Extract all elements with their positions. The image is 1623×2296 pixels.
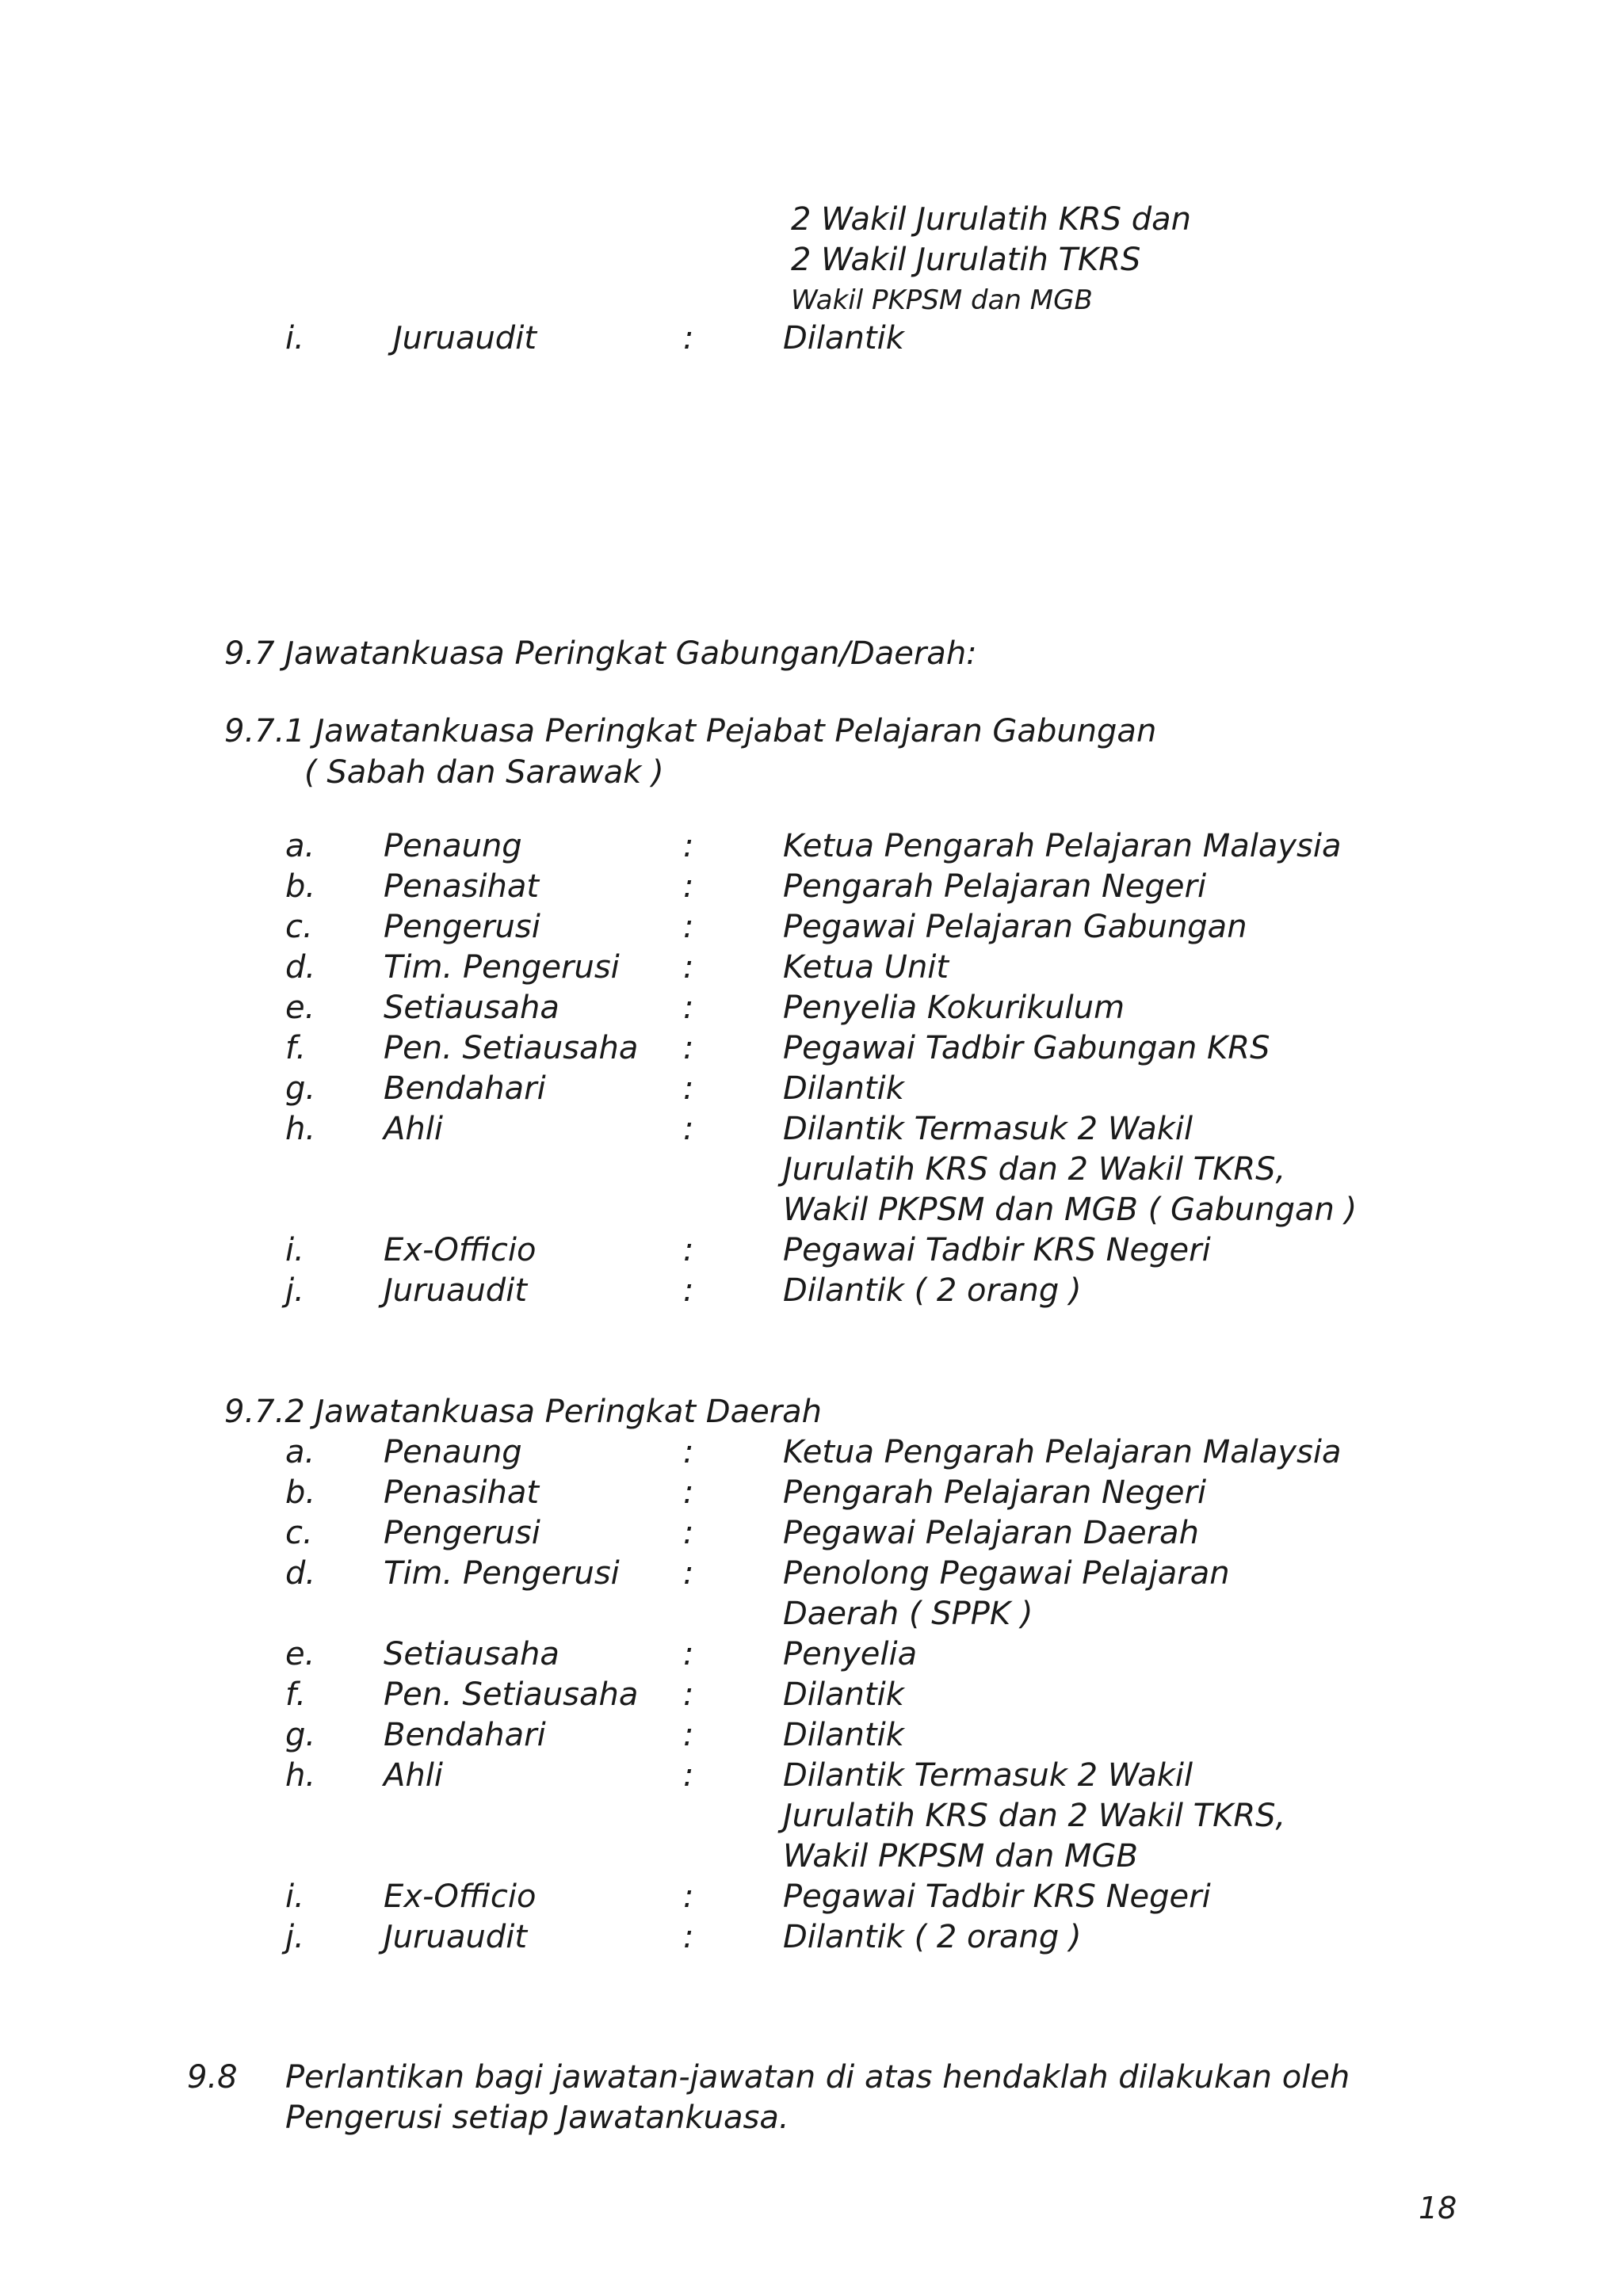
row-label: Ahli (384, 1111, 443, 1147)
committee-row (0, 1271, 1623, 1311)
row-label: Pen. Setiausaha (384, 1030, 639, 1066)
row-value: Pegawai Pelajaran Gabungan (783, 909, 1247, 945)
row-label: Pengerusi (384, 909, 540, 945)
row-value: Dilantik (783, 320, 904, 357)
row-label: Ex-Officio (384, 1232, 537, 1268)
committee-row (0, 1473, 1623, 1513)
committee-row (0, 1150, 1623, 1190)
continuation-line-1: 2 Wakil Jurulatih KRS dan (791, 201, 1191, 238)
row-value: Penyelia Kokurikulum (783, 990, 1125, 1026)
row-colon: : (683, 828, 694, 864)
row-letter: i. (285, 1878, 304, 1915)
row-value: Dilantik (783, 1070, 904, 1107)
row-value: Pegawai Pelajaran Daerah (783, 1515, 1199, 1551)
row-letter: j. (285, 1272, 304, 1309)
row-colon: : (683, 1070, 694, 1107)
committee-row (0, 1432, 1623, 1473)
committee-row (0, 988, 1623, 1028)
row-colon: : (683, 949, 694, 986)
section-9-7-2-heading: 9.7.2 Jawatankuasa Peringkat Daerah (224, 1394, 823, 1430)
committee-row (0, 1756, 1623, 1796)
row-label: Bendahari (384, 1070, 546, 1107)
row-value: Wakil PKPSM dan MGB ( Gabungan ) (783, 1192, 1358, 1228)
committee-row (0, 1230, 1623, 1271)
section-9-8-line-1: Perlantikan bagi jawatan-jawatan di atas hendaklah dilakukan oleh (285, 2059, 1350, 2096)
row-colon: : (683, 909, 694, 945)
committee-row (0, 948, 1623, 988)
row-value: Jurulatih KRS dan 2 Wakil TKRS, (783, 1151, 1286, 1188)
row-colon: : (683, 1717, 694, 1753)
row-value: Pegawai Tadbir Gabungan KRS (783, 1030, 1270, 1066)
committee-row (0, 1069, 1623, 1109)
committee-row (0, 1109, 1623, 1150)
page-number: 18 (1419, 2191, 1457, 2225)
row-colon: : (683, 1232, 694, 1268)
row-value: Penolong Pegawai Pelajaran (783, 1555, 1230, 1592)
row-letter: a. (285, 828, 315, 864)
continuation-line-2: 2 Wakil Jurulatih TKRS (791, 242, 1141, 278)
row-value: Pegawai Tadbir KRS Negeri (783, 1878, 1211, 1915)
row-letter: d. (285, 1555, 316, 1592)
committee-row (0, 1836, 1623, 1877)
row-value: Dilantik ( 2 orang ) (783, 1919, 1082, 1955)
committee-row (0, 1190, 1623, 1230)
committee-row (0, 1715, 1623, 1756)
row-letter: i. (285, 1232, 304, 1268)
row-letter: c. (285, 1515, 313, 1551)
row-colon: : (683, 1919, 694, 1955)
row-letter: d. (285, 949, 316, 986)
row-colon: : (683, 1878, 694, 1915)
committee-row (0, 867, 1623, 907)
row-letter: c. (285, 909, 313, 945)
row-colon: : (683, 1111, 694, 1147)
row-value: Daerah ( SPPK ) (783, 1596, 1033, 1632)
row-letter: g. (285, 1070, 316, 1107)
row-letter: j. (285, 1919, 304, 1955)
row-label: Ahli (384, 1757, 443, 1794)
row-value: Pengarah Pelajaran Negeri (783, 868, 1207, 905)
row-label: Ex-Officio (384, 1878, 537, 1915)
row-colon: : (683, 1030, 694, 1066)
row-colon: : (683, 1474, 694, 1511)
section-9-8-number: 9.8 (187, 2059, 238, 2096)
row-letter: h. (285, 1757, 316, 1794)
row-letter: f. (285, 1676, 307, 1713)
committee-row (0, 1028, 1623, 1069)
row-value: Ketua Pengarah Pelajaran Malaysia (783, 828, 1342, 864)
row-letter: e. (285, 990, 315, 1026)
row-letter: b. (285, 1474, 316, 1511)
row-value: Pegawai Tadbir KRS Negeri (783, 1232, 1211, 1268)
committee-row (0, 1796, 1623, 1836)
row-value: Jurulatih KRS dan 2 Wakil TKRS, (783, 1798, 1286, 1834)
committee-row (0, 1513, 1623, 1554)
row-label: Tim. Pengerusi (384, 1555, 620, 1592)
section-9-7-1-subheading: ( Sabah dan Sarawak ) (304, 754, 664, 791)
row-value: Dilantik Termasuk 2 Wakil (783, 1757, 1193, 1794)
row-label: Setiausaha (384, 1636, 559, 1672)
row-colon: : (683, 990, 694, 1026)
committee-row (0, 1634, 1623, 1675)
row-label: Juruaudit (393, 320, 537, 357)
committee-row (0, 1917, 1623, 1958)
row-colon: : (683, 1636, 694, 1672)
row-letter: a. (285, 1434, 315, 1470)
row-label: Juruaudit (384, 1919, 527, 1955)
top-row-juruaudit (0, 318, 1623, 359)
row-letter: f. (285, 1030, 307, 1066)
committee-row (0, 1594, 1623, 1634)
row-label: Juruaudit (384, 1272, 527, 1309)
row-colon: : (683, 1676, 694, 1713)
committee-row (0, 1675, 1623, 1715)
row-value: Ketua Unit (783, 949, 949, 986)
row-value: Penyelia (783, 1636, 918, 1672)
row-label: Pengerusi (384, 1515, 540, 1551)
committee-row (0, 1554, 1623, 1594)
row-colon: : (683, 1555, 694, 1592)
row-label: Penasihat (384, 1474, 540, 1511)
row-value: Dilantik (783, 1676, 904, 1713)
row-label: Setiausaha (384, 990, 559, 1026)
row-label: Penasihat (384, 868, 540, 905)
committee-row (0, 826, 1623, 867)
row-label: Bendahari (384, 1717, 546, 1753)
row-colon: : (683, 1515, 694, 1551)
row-letter: h. (285, 1111, 316, 1147)
row-label: Penaung (384, 828, 522, 864)
row-value: Ketua Pengarah Pelajaran Malaysia (783, 1434, 1342, 1470)
row-colon: : (683, 868, 694, 905)
row-label: Pen. Setiausaha (384, 1676, 639, 1713)
row-label: Tim. Pengerusi (384, 949, 620, 986)
section-9-8-line-2: Pengerusi setiap Jawatankuasa. (285, 2100, 789, 2136)
committee-row (0, 1877, 1623, 1917)
row-value: Dilantik (783, 1717, 904, 1753)
row-colon: : (683, 1757, 694, 1794)
row-label: Penaung (384, 1434, 522, 1470)
committee-row (0, 907, 1623, 948)
section-9-7-1-heading: 9.7.1 Jawatankuasa Peringkat Pejabat Pelajaran Gabungan (224, 713, 1157, 749)
row-letter: i. (285, 320, 304, 357)
continuation-line-3: Wakil PKPSM dan MGB (791, 284, 1093, 316)
row-value: Dilantik Termasuk 2 Wakil (783, 1111, 1193, 1147)
row-value: Pengarah Pelajaran Negeri (783, 1474, 1207, 1511)
section-9-7-heading: 9.7 Jawatankuasa Peringkat Gabungan/Daerah: (224, 635, 977, 672)
row-colon: : (683, 1272, 694, 1309)
row-letter: e. (285, 1636, 315, 1672)
row-colon: : (683, 320, 694, 357)
row-colon: : (683, 1434, 694, 1470)
row-value: Wakil PKPSM dan MGB (783, 1838, 1138, 1875)
row-letter: b. (285, 868, 316, 905)
row-letter: g. (285, 1717, 316, 1753)
row-value: Dilantik ( 2 orang ) (783, 1272, 1082, 1309)
